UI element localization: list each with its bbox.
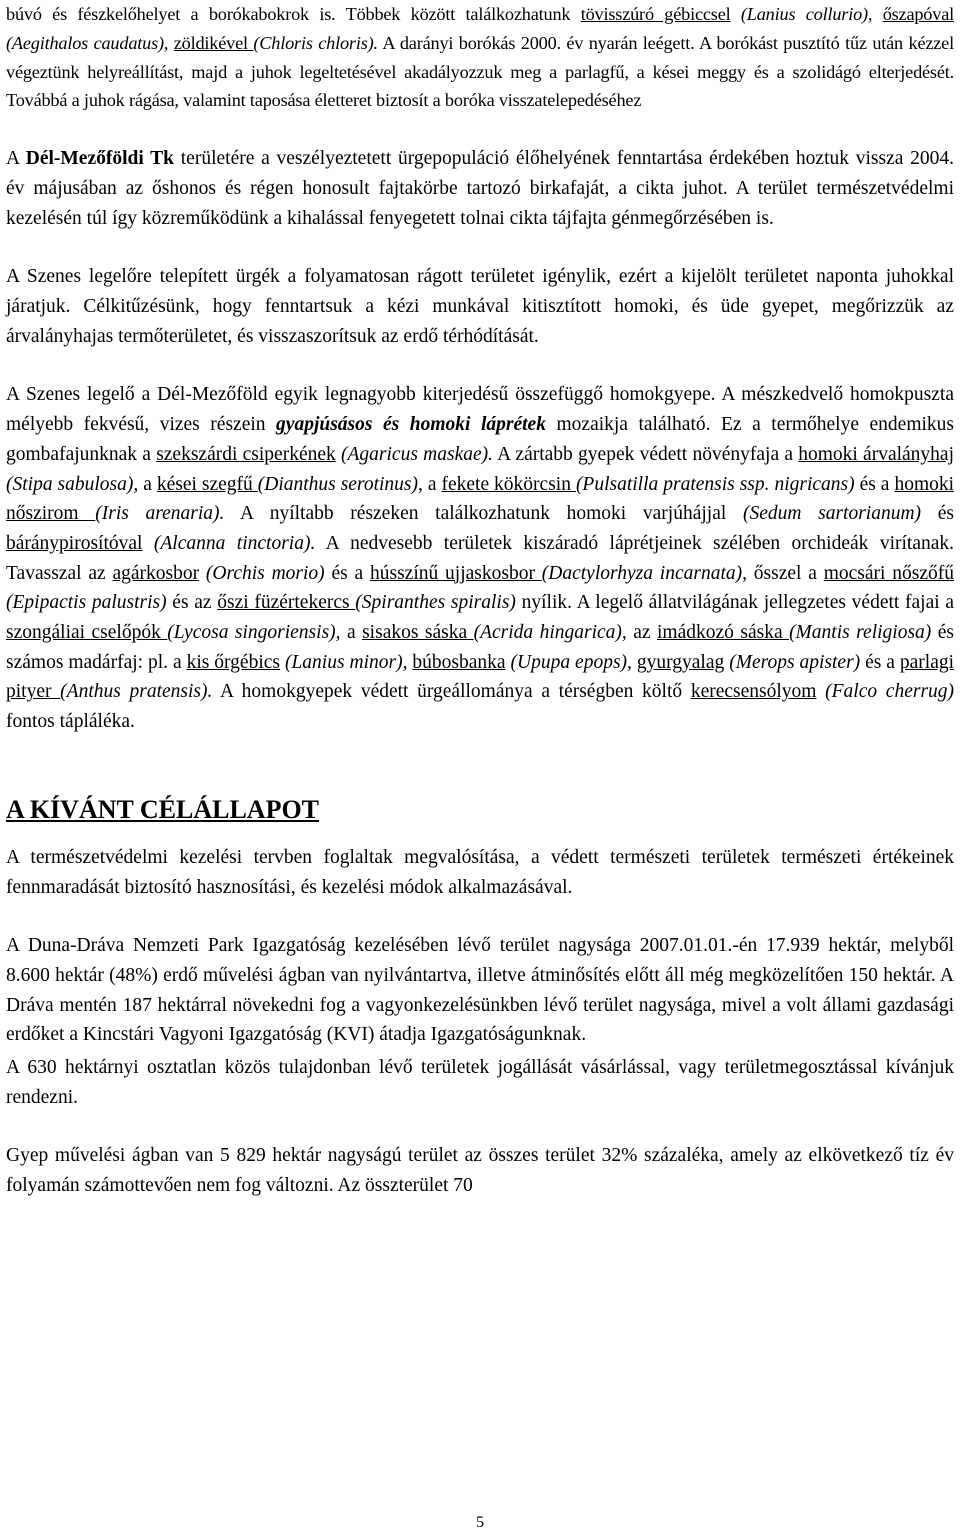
section-heading: A KÍVÁNT CÉLÁLLAPOT	[6, 794, 320, 824]
species-latin-name: (Acrida hingarica),	[473, 622, 627, 644]
species-latin-name: (Sedum sartorianum)	[742, 503, 922, 525]
text-run: fontos tápláléka.	[6, 711, 135, 733]
text-run: és a	[854, 473, 895, 495]
text-run	[142, 533, 153, 554]
species-common-name: homoki nőszirom	[6, 473, 955, 525]
text-run: és a	[860, 651, 900, 673]
text-run: és az	[166, 592, 218, 614]
text-run: A Szenes legelő a Dél-Mezőföld egyik legnagyobb kiterjedésű összefüggő homokgyepe. A mészkedvelő homokpuszta mélyebb fekvésű, vizes részein	[6, 384, 954, 436]
species-common-name: szongáliai cselőpók	[6, 622, 168, 644]
species-latin-name: (Upupa epops),	[510, 651, 632, 673]
species-common-name: parlagi pityer	[6, 651, 955, 703]
text-run: A	[6, 148, 26, 170]
species-common-name: sisakos sáska	[362, 622, 474, 644]
species-latin-name: (Epipactis palustris)	[6, 592, 167, 614]
species-common-name: szekszárdi csiperkének	[156, 443, 336, 465]
species-common-name: homoki árvalányhaj	[798, 443, 955, 465]
text-run: mozaikja található. Ez a termőhelye endemikus gombafajunknak a	[6, 414, 955, 465]
paragraph-sheep	[6, 144, 954, 233]
text-run: búvó és fészkelőhelyet a borókabokrok is. Többek között találkozhatunk	[6, 4, 581, 24]
species-common-name: őszapóval	[882, 4, 954, 24]
species-latin-name: (Orchis morio)	[205, 562, 325, 584]
text-run: A zártabb gyepek védett növényfaja a	[493, 443, 799, 465]
species-latin-name: (Anthus pratensis).	[60, 681, 213, 703]
species-latin-name: (Lanius minor),	[284, 651, 408, 673]
text-run: nyílik. A legelő állatvilágának jellegzetes védett fajai a	[515, 592, 954, 614]
species-latin-name: (Dianthus serotinus),	[257, 473, 423, 495]
text-run: A homokgyepek védett ürgeállománya a térségben költő	[212, 681, 691, 703]
species-latin-name: (Pulsatilla pratensis ssp. nigricans)	[575, 473, 855, 495]
species-common-name: agárkosbor	[112, 562, 200, 584]
text-run: és a	[324, 562, 370, 584]
species-common-name: búbosbanka	[412, 651, 506, 673]
paragraph-grassland: Gyep művelési ágban van 5 829 hektár nagyságú terület az összes terület 32% százaléka, amely az elkövetkező tíz év folyamán számottevően nem fog változni. Az összterület 70	[6, 1145, 954, 1197]
species-latin-name: (Merops apister)	[729, 651, 861, 673]
species-latin-name: (Mantis religiosa)	[789, 622, 932, 644]
text-run: a	[422, 473, 442, 495]
species-latin-name: (Aegithalos caudatus),	[6, 32, 169, 53]
species-common-name: őszi füzértekercs	[217, 592, 356, 614]
text-run	[731, 4, 741, 24]
text-run	[199, 563, 206, 584]
text-run: területére a veszélyeztetett ürgepopuláció élőhelyének fenntartása érdekében hoztuk vissza 2004. év májusában az őshonos és régen honosult fajtakörbe tartozó birkafaját, a cikta juhot. A terület természetvédelmi kezelésén túl így közreműködünk a kihalással fenyegetett tolnai cikta tájfajta génmegőrzésében is.	[6, 148, 954, 229]
species-common-name: zöldikével	[173, 32, 254, 53]
page-number: 5	[476, 1514, 484, 1531]
text-run: A nyíltabb részeken találkozhatunk homoki varjúhájjal	[224, 503, 743, 525]
text-run: A nedvesebb területek kiszáradó láprétjeinek szélében orchideák virítanak. Tavasszal az	[6, 532, 955, 584]
species-common-name: kis őrgébics	[186, 651, 281, 673]
species-common-name: báránypirosítóval	[6, 532, 143, 554]
habitat-name: gyapjúsásos és homoki láprétek	[276, 414, 546, 436]
species-latin-name: (Dactylorhyza incarnata),	[541, 562, 747, 584]
species-latin-name: (Chloris chloris).	[253, 32, 378, 53]
text-run	[872, 4, 882, 24]
species-latin-name: (Falco cherrug)	[825, 681, 955, 703]
paragraph-area-size: A Duna-Dráva Nemzeti Park Igazgatóság kezelésében lévő terület nagysága 2007.01.01.-én 17.939 hektár, melyből 8.600 hektár (48%) erdő művelési ágban van nyilvántartva, illetve átminősítés előtt áll még megközelítően 150 hektár. A Dráva mentén 187 hektárral növekedni fog a vagyonkezelésünkben lévő terület nagysága, mivel a volt állami gazdasági erdőket a Kincstári Vagyoni Igazgatóság (KVI) átadja Igazgatóságunknak.	[6, 935, 954, 1046]
paragraph-szenes-pasture	[6, 380, 954, 736]
text-run: ősszel a	[746, 562, 824, 584]
species-latin-name: (Stipa sabulosa),	[6, 473, 139, 495]
text-run: az	[626, 622, 658, 644]
species-latin-name: (Lanius collurio),	[740, 4, 873, 24]
paragraph-juniper	[6, 0, 954, 115]
text-run	[816, 681, 825, 702]
paragraph-ground-squirrels: A Szenes legelőre telepített ürgék a folyamatosan rágott területet igénylik, ezért a kijelölt területet naponta juhokkal járatjuk. Célkitűzésünk, hogy fenntartsuk a kézi munkával kitisztított homoki, és üde gyepet, megőrizzük az árvalányhajas termőterületet, és visszaszorítsuk az erdő térhódítását.	[6, 266, 954, 347]
document-page	[6, 0, 954, 1201]
species-latin-name: (Agaricus maskae).	[341, 443, 494, 465]
text-run: és	[921, 503, 954, 525]
species-common-name: fekete kökörcsin	[441, 473, 576, 495]
text-run: a	[340, 622, 363, 644]
paragraph-shared-ownership: A 630 hektárnyi osztatlan közös tulajdonban lévő területek jogállását vásárlással, vagy területmegosztással kívánjuk rendezni.	[6, 1057, 954, 1108]
species-common-name: kerecsensólyom	[690, 681, 817, 703]
text-run: A darányi borókás 2000. év nyarán leégett. A borókást pusztító tűz után kézzel végeztünk helyreállítást, majd a juhok legeltetésével akadályozzuk meg a parlagfű, a kései meggy és a szolidágó elterjedését. Továbbá a juhok rágása, valamint taposása életteret biztosít a boróka visszatelepedéséhez	[6, 32, 954, 111]
species-common-name: imádkozó sáska	[657, 622, 790, 644]
text-run: és számos madárfaj: pl. a	[6, 622, 954, 673]
species-common-name: hússzínű ujjaskosbor	[369, 562, 542, 584]
species-common-name: gyurgyalag	[636, 651, 725, 673]
species-common-name: kései szegfű	[156, 473, 258, 495]
text-run: a	[138, 473, 157, 495]
species-latin-name: (Alcanna tinctoria).	[153, 532, 316, 554]
species-latin-name: (Spiranthes spiralis)	[355, 592, 516, 614]
species-latin-name: (Lycosa singoriensis),	[167, 622, 341, 644]
area-name: Dél-Mezőföldi Tk	[25, 148, 175, 170]
paragraph-target-state: A természetvédelmi kezelési tervben foglaltak megvalósítása, a védett természeti területek természeti értékeinek fennmaradását biztosító hasznosítási, és kezelési módok alkalmazásával.	[6, 846, 954, 898]
species-latin-name: (Iris arenaria).	[95, 503, 225, 525]
species-common-name: mocsári nőszőfű	[823, 562, 955, 584]
species-common-name: tövisszúró gébiccsel	[580, 4, 731, 24]
